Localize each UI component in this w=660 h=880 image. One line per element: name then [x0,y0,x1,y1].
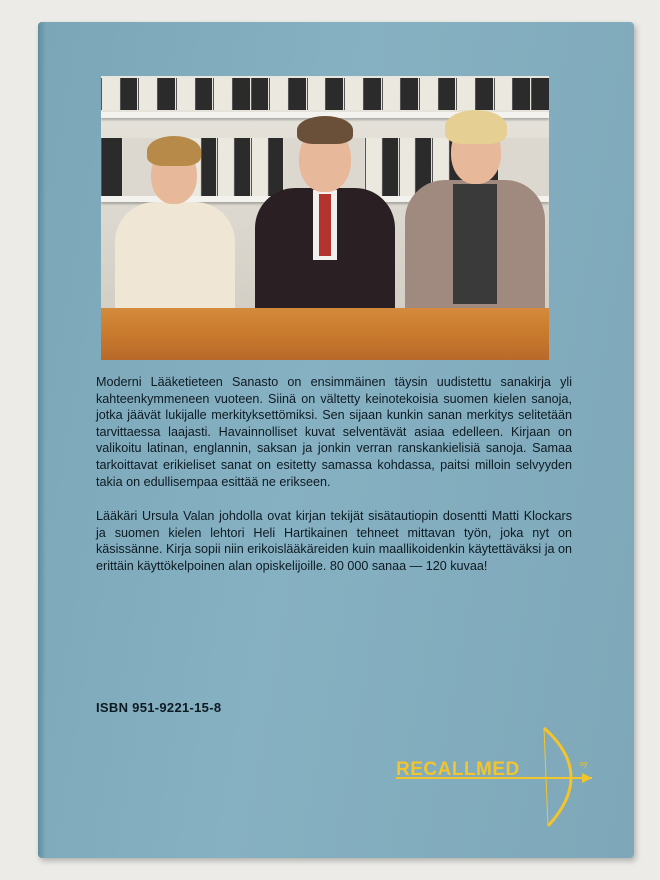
isbn-number: ISBN 951-9221-15-8 [96,700,222,715]
cover-edge [38,22,46,858]
publisher-logo-text: RECALLMED [396,759,520,780]
description-text [96,374,572,593]
desk [101,308,549,360]
bow-and-arrow-icon [396,722,596,832]
person-middle [255,114,395,314]
publisher-logo-suffix: oy [580,761,588,768]
book-back-cover [38,22,634,858]
person-left [115,132,235,312]
publisher-logo [396,722,596,832]
person-right [405,96,545,314]
description-paragraph: Lääkäri Ursula Valan johdolla ovat kirjan tekijät sisätautiopin dosentti Matti Klockars ja suomen kielen lehtori Heli Hartikainen tehneet mittavan työn, joka nyt on käsissänne. Kirja sopii niin erikoislääkäreiden kuin maallikoidenkin käytettäväksi ja on erittäin käyttökelpoinen alan opiskelijoille. 80 000 sanaa — 120 kuvaa! [96,509,573,573]
authors-photo [101,76,549,360]
description-paragraph: Moderni Lääketieteen Sanasto on ensimmäinen täysin uudistettu sanakirja yli kahteenkymmeneen vuoteen. Siinä on vältetty keinotekoisia suomen kielen sanoja, jotka jäävät lukijalle merkityksettömiksi. Sen sijaan kunkin sanan merkitys selitetään tarvittaessa laajasti. Havainnolliset kuvat selventävät asiaa edelleen. Kirjaan on valikoitu latinan, englannin, saksan ja jonkin verran ranskankielisiä sanoja. Samaa tarkoittavat erikieliset sanat on esitetty samassa kohdassa, paitsi milloin selvyyden takia on edullisempaa esittää ne erikseen. [96,375,572,489]
